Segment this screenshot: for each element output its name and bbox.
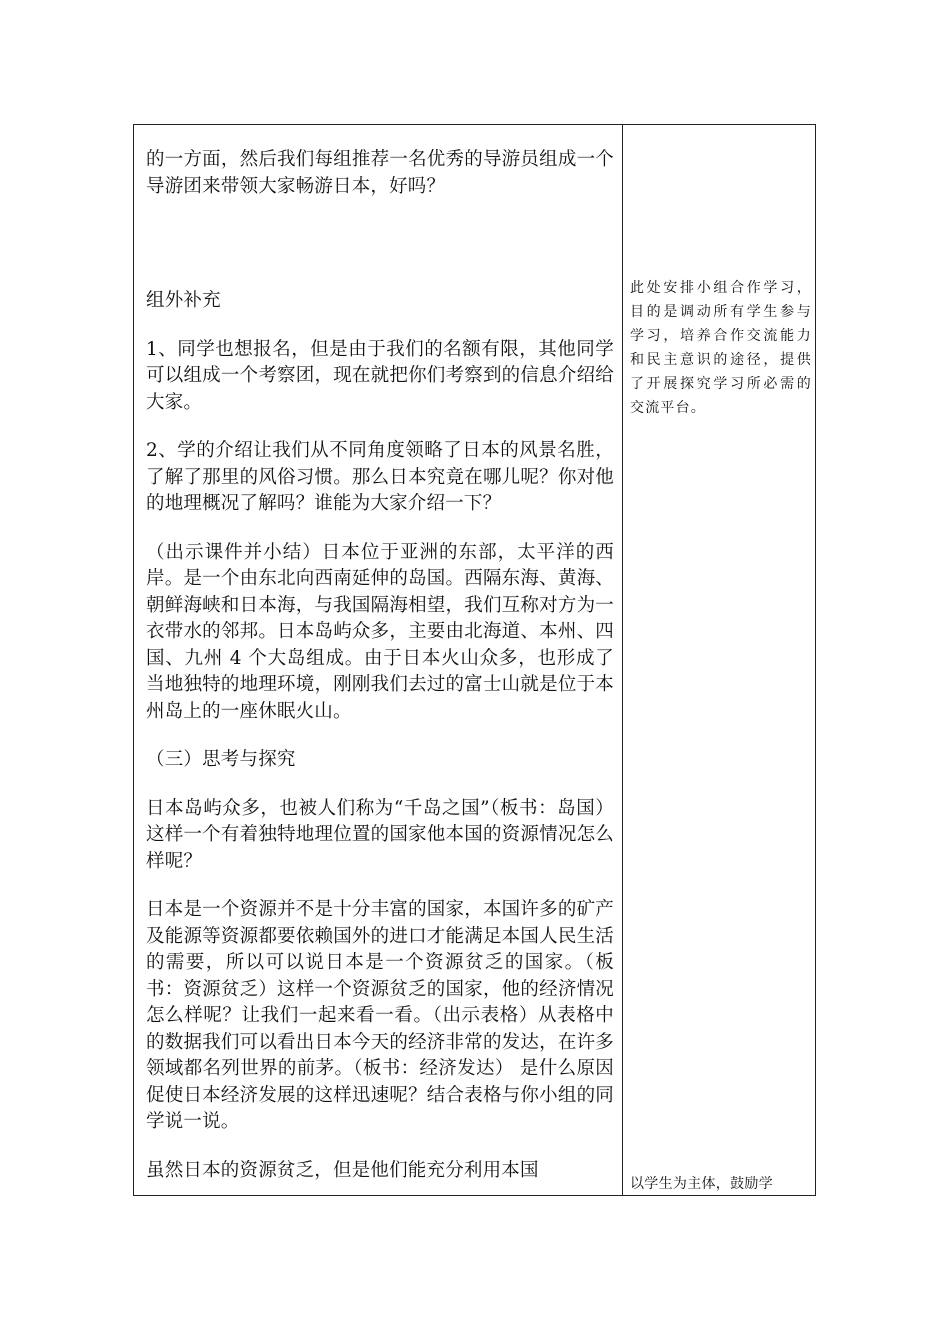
lesson-plan-table xyxy=(133,124,816,1196)
note-student-centered: 以学生为主体，鼓励学 xyxy=(630,1176,773,1192)
paragraph-guide-team: 的一方面，然后我们每组推荐一名优秀的导游员组成一个导游团来带领大家畅游日本，好吗？ xyxy=(146,149,614,197)
paragraph-inspection-team: 1、同学也想报名，但是由于我们的名额有限，其他同学可以组成一个考察团，现在就把你们考察到的信息介绍给大家。 xyxy=(146,338,614,413)
side-note-group-work xyxy=(630,276,812,420)
section-heading-think-explore: （三）思考与探究 xyxy=(146,749,296,770)
paragraph-resource-usage: 虽然日本的资源贫乏，但是他们能充分利用本国 xyxy=(146,1159,539,1181)
note-group-work: 此处安排小组合作学习，目的是调动所有学生参与学习，培养合作交流能力和民主意识的途径，提供了开展探究学习所必需的交流平台。 xyxy=(630,280,812,416)
paragraph-group-supplement: 组外补充 xyxy=(146,290,221,311)
paragraph-geography-summary: （出示课件并小结）日本位于亚洲的东部，太平洋的西岸。是一个由东北向西南延伸的岛国。西隔东海、黄海、朝鲜海峡和日本海，与我国隔海相望，我们互称对方为一衣带水的邻邦。日本岛屿众多，主要由北海道、本州、四国、九州 4 个大岛组成。由于日本火山众多，也形成了当地独特的地理环境，刚刚我们去过的富士山就是位于本州岛上的一座休眠火山。 xyxy=(146,541,614,722)
column-divider xyxy=(622,125,623,1195)
side-note-student-centered xyxy=(630,1172,812,1196)
paragraph-island-nation: 日本岛屿众多，也被人们称为“千岛之国”（板书：岛国）这样一个有着独特地理位置的国家他本国的资源情况怎么样呢？ xyxy=(146,797,614,872)
main-content-column xyxy=(146,147,614,1184)
paragraph-geography-question: 2、学的介绍让我们从不同角度领略了日本的风景名胜，了解了那里的风俗习惯。那么日本究竟在哪儿呢？你对他的地理概况了解吗？谁能为大家介绍一下？ xyxy=(146,440,614,514)
paragraph-resources-economy: 日本是一个资源并不是十分丰富的国家，本国许多的矿产及能源等资源都要依赖国外的进口才能满足本国人民生活的需要，所以可以说日本是一个资源贫乏的国家。（板书：资源贫乏）这样一个资源贫乏的国家，他的经济情况怎么样呢？让我们一起来看一看。（出示表格）从表格中的数据我们可以看出日本今天的经济非常的发达，在许多领域都名列世界的前茅。（板书：经济发达） 是什么原因促使日本经济发展的这样迅速呢？结合表格与你小组的同学说一说。 xyxy=(146,899,614,1132)
